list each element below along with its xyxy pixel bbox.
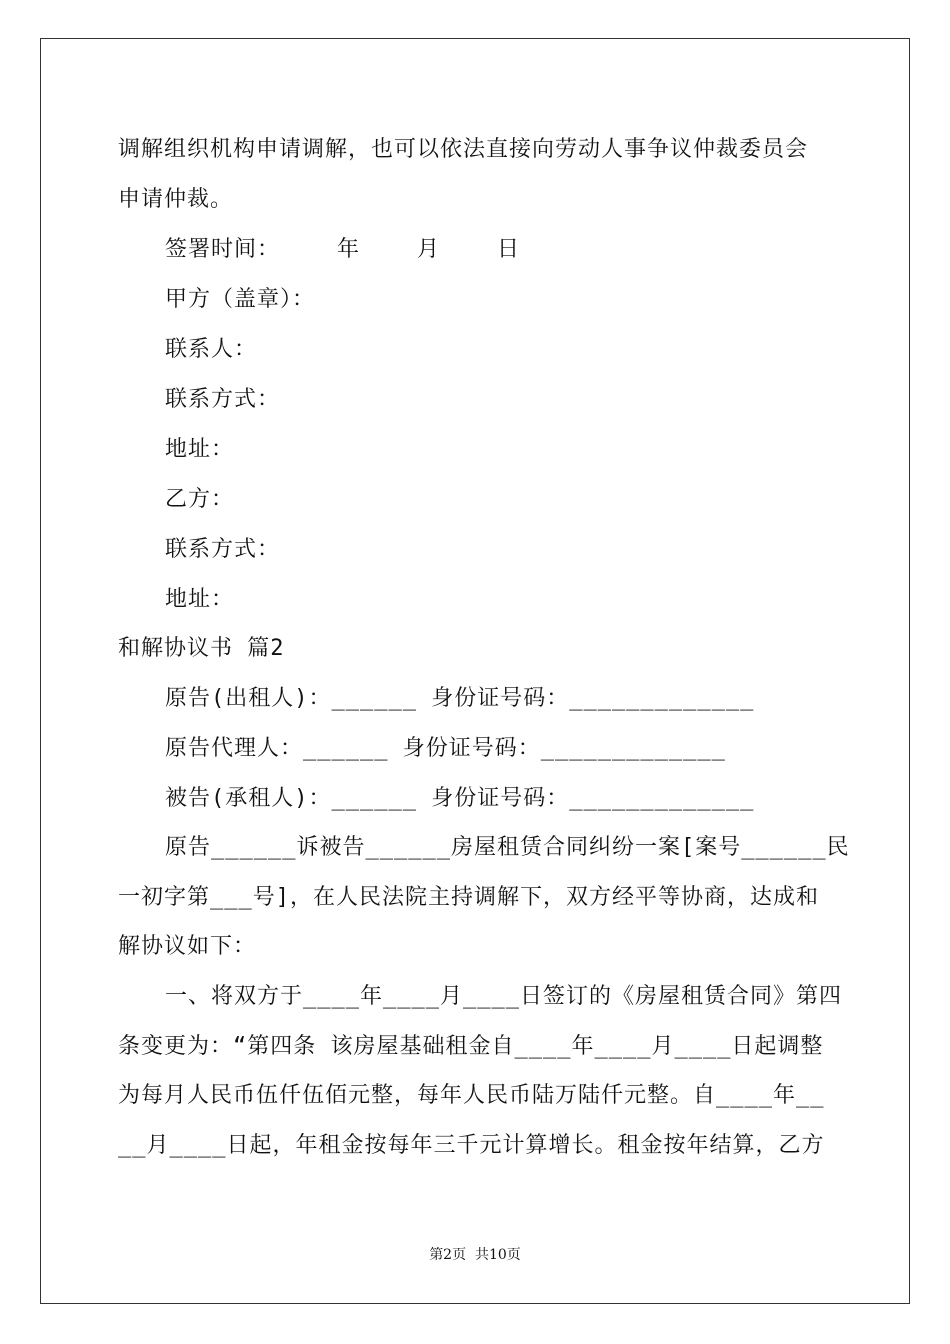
text-line: 为每月人民币伍仟伍佰元整，每年人民币陆万陆仟元整。自____年__ [118, 1083, 825, 1108]
text-line: 一、将双方于____年____月____日签订的《房屋租赁合同》第四 [165, 984, 842, 1009]
text-line: 调解组织机构申请调解，也可以依法直接向劳动人事争议仲裁委员会 [118, 137, 809, 162]
signing-date-line: 签署时间： 年 月 日 [165, 237, 520, 262]
text-line: 条变更为：“第四条 该房屋基础租金自____年____月____日起调整 [118, 1034, 824, 1059]
page-number-footer: 第2页 共10页 [429, 1247, 521, 1263]
address-line: 地址： [165, 587, 235, 612]
text-line: 一初字第___号]，在人民法院主持调解下，双方经平等协商，达成和 [118, 885, 819, 910]
contact-method-line: 联系方式： [165, 537, 281, 562]
contact-method-line: 联系方式： [165, 387, 281, 412]
address-line: 地址： [165, 437, 235, 462]
party-a-seal-line: 甲方（盖章）： [165, 287, 316, 312]
party-b-line: 乙方： [165, 487, 235, 512]
contact-person-line: 联系人： [165, 337, 258, 362]
plaintiff-line: 原告(出租人)：______ 身份证号码：_____________ [165, 686, 755, 711]
plaintiff-agent-line: 原告代理人：______ 身份证号码：_____________ [165, 736, 726, 761]
text-line: 申请仲裁。 [118, 187, 234, 212]
section-heading: 和解协议书 篇2 [118, 636, 285, 661]
text-line: __月____日起，年租金按每年三千元计算增长。租金按年结算，乙方 [118, 1133, 825, 1158]
page-border [40, 38, 910, 1304]
text-line: 原告______诉被告______房屋租赁合同纠纷一案[案号______民 [165, 835, 850, 860]
text-line: 解协议如下： [118, 934, 257, 959]
defendant-line: 被告(承租人)：______ 身份证号码：_____________ [165, 786, 755, 811]
